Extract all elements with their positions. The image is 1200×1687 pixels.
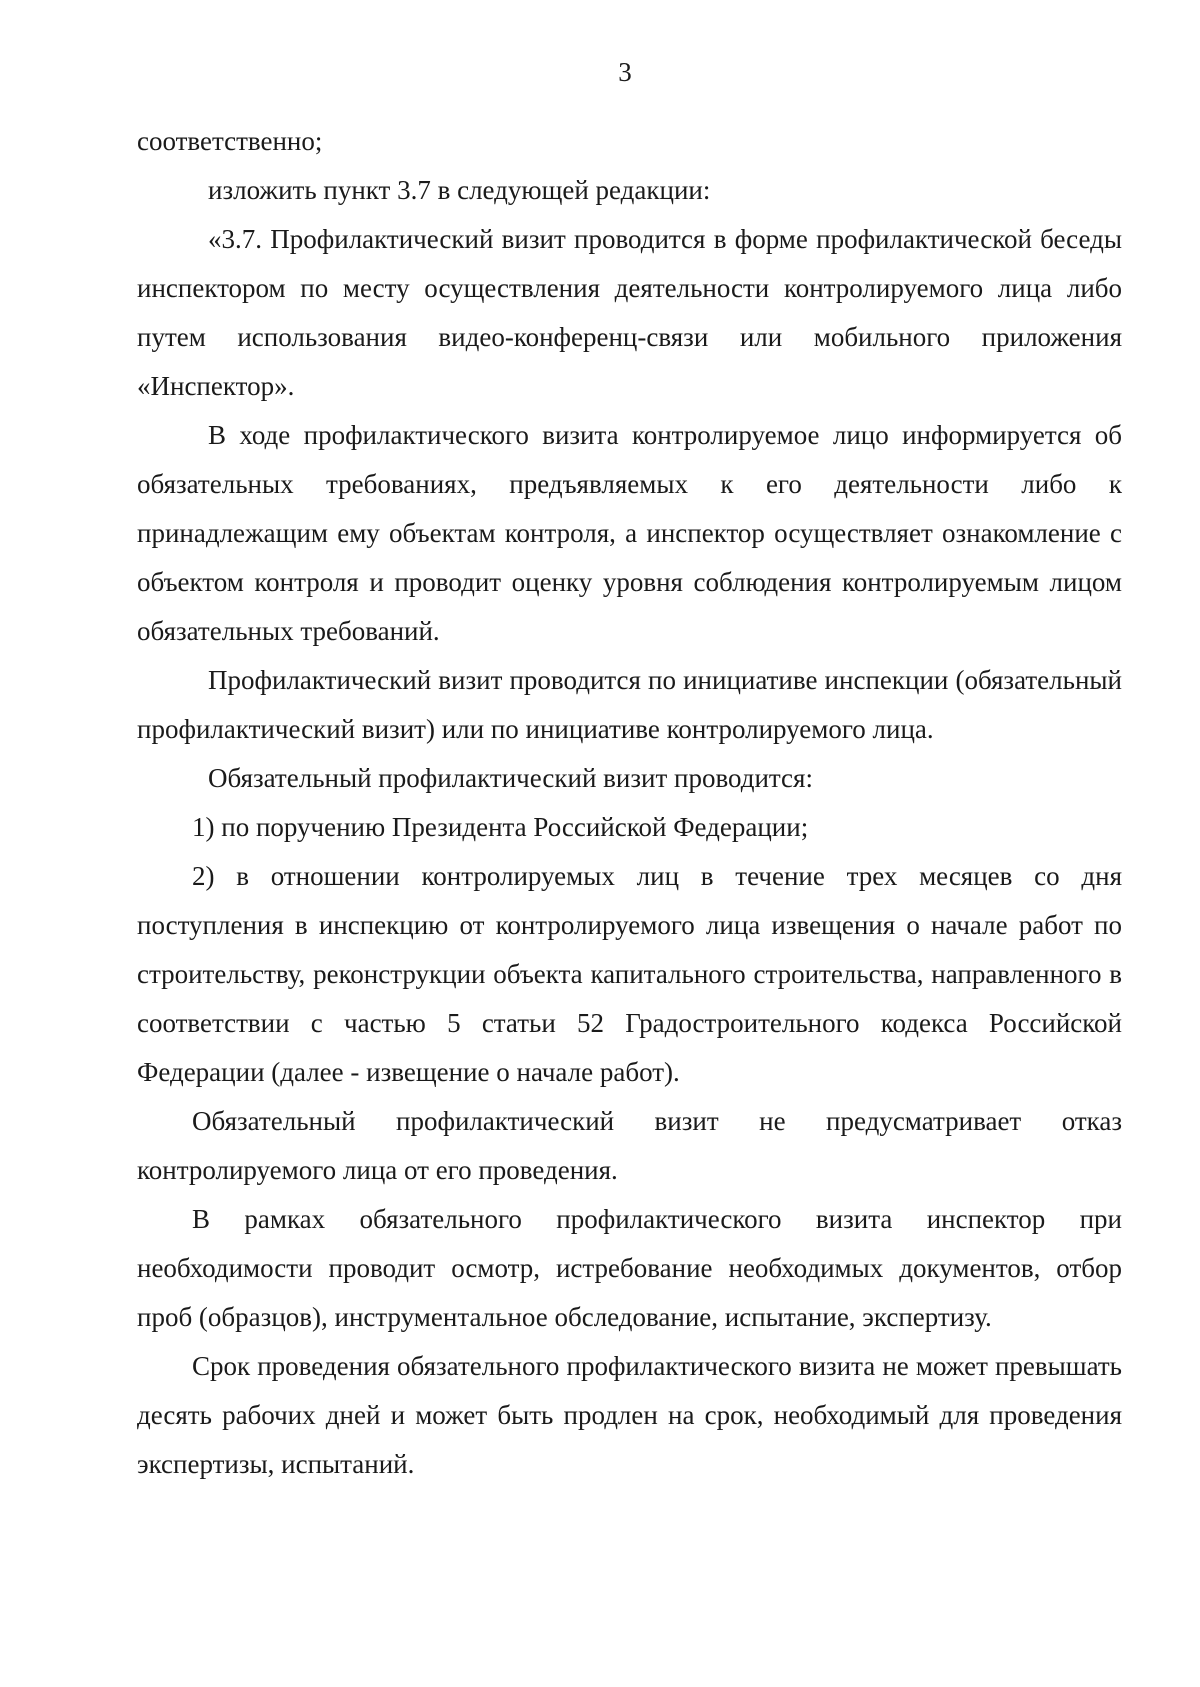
document-body xyxy=(137,117,1122,1489)
paragraph-continuation: соответственно; xyxy=(137,126,323,156)
list-item-2: 2) в отношении контролируемых лиц в течение трех месяцев со дня поступления в инспекцию от контролируемого лица извещения о начале работ по строительству, реконструкции объекта капитального строительства, направленного в соответствии с частью 5 статьи 52 Градостроительного кодекса Российской Федерации (далее - извещение о начале работ). xyxy=(137,861,1122,1087)
paragraph-visit-content: В ходе профилактического визита контролируемое лицо информируется об обязательных требованиях, предъявляемых к его деятельности либо к принадлежащим ему объектам контроля, а инспектор осуществляет ознакомление с объектом контроля и проводит оценку уровня соблюдения контролируемым лицом обязательных требований. xyxy=(137,420,1122,646)
paragraph-no-refusal: Обязательный профилактический визит не предусматривает отказ контролируемого лица от его проведения. xyxy=(137,1106,1122,1185)
list-item-1: 1) по поручению Президента Российской Федерации; xyxy=(192,812,809,842)
paragraph-visit-duration: Срок проведения обязательного профилактического визита не может превышать десять рабочих дней и может быть продлен на срок, необходимый для проведения экспертизы, испытаний. xyxy=(137,1351,1122,1479)
paragraph-clause-3-7: «3.7. Профилактический визит проводится в форме профилактической беседы инспектором по месту осуществления деятельности контролируемого лица либо путем использования видео-конференц-связи или мобильного приложения «Инспектор». xyxy=(137,224,1122,401)
paragraph-visit-initiative: Профилактический визит проводится по инициативе инспекции (обязательный профилактический визит) или по инициативе контролируемого лица. xyxy=(137,665,1122,744)
paragraph-amendment-instruction: изложить пункт 3.7 в следующей редакции: xyxy=(208,175,711,205)
paragraph-inspection-actions: В рамках обязательного профилактического визита инспектор при необходимости проводит осмотр, истребование необходимых документов, отбор проб (образцов), инструментальное обследование, испытание, экспертизу. xyxy=(137,1204,1122,1332)
paragraph-mandatory-visit-intro: Обязательный профилактический визит проводится: xyxy=(208,763,813,793)
page-number: 3 xyxy=(618,57,632,87)
